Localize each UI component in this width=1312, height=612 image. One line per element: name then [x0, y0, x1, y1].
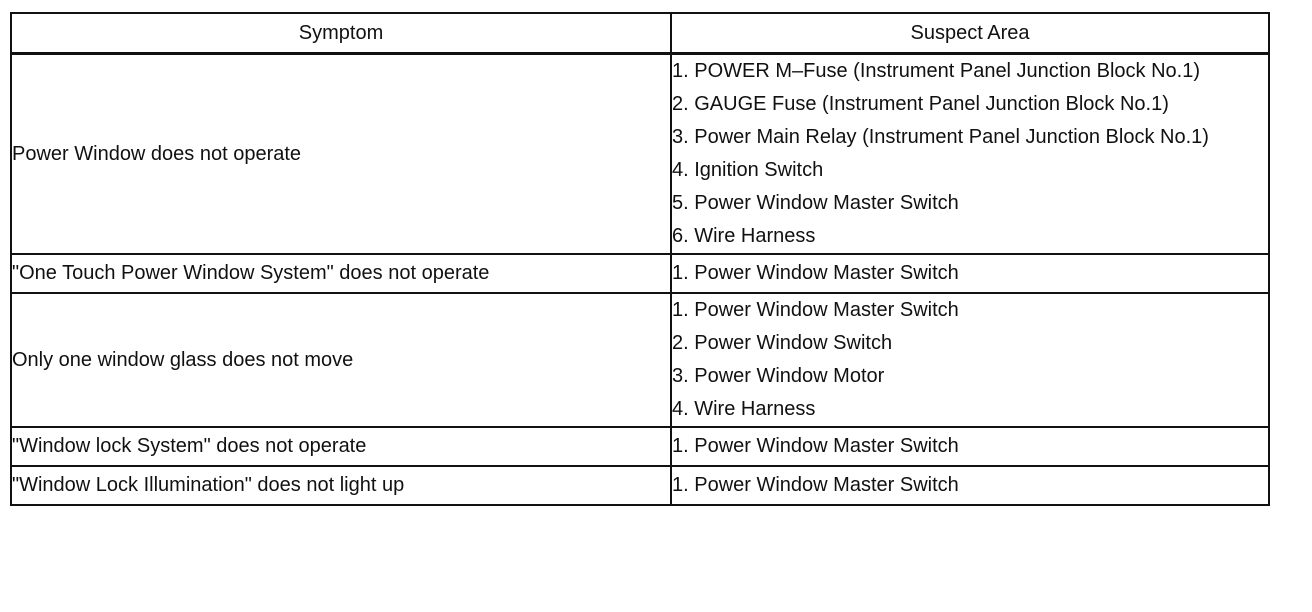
suspect-item: 5. Power Window Master Switch — [672, 192, 959, 214]
suspect-list — [672, 294, 1268, 426]
suspect-item: 4. Wire Harness — [672, 398, 816, 420]
suspect-item: 2. Power Window Switch — [672, 332, 893, 354]
suspect-area-column-header: Suspect Area — [671, 13, 1269, 54]
symptom-cell: "Window lock System" does not operate — [11, 427, 671, 466]
suspect-list — [672, 257, 1268, 290]
suspect-item: 3. Power Window Motor — [672, 365, 885, 387]
suspect-item: 1. Power Window Master Switch — [672, 474, 959, 496]
symptom-column-header: Symptom — [11, 13, 671, 54]
suspect-item: 1. Power Window Master Switch — [672, 435, 959, 457]
table-body — [11, 54, 1269, 506]
suspect-item: 1. Power Window Master Switch — [672, 299, 959, 321]
suspect-area-cell — [671, 427, 1269, 466]
suspect-item: 3. Power Main Relay (Instrument Panel Junction Block No.1) — [672, 126, 1209, 148]
suspect-area-cell — [671, 254, 1269, 293]
suspect-item: 4. Ignition Switch — [672, 159, 824, 181]
symptom-cell: "One Touch Power Window System" does not operate — [11, 254, 671, 293]
suspect-area-cell — [671, 293, 1269, 427]
suspect-area-cell — [671, 54, 1269, 255]
suspect-item: 2. GAUGE Fuse (Instrument Panel Junction Block No.1) — [672, 93, 1169, 115]
table-header — [11, 13, 1269, 54]
suspect-item: 1. POWER M–Fuse (Instrument Panel Junction Block No.1) — [672, 60, 1200, 82]
suspect-list — [672, 430, 1268, 463]
table-row — [11, 254, 1269, 293]
symptom-cell: "Window Lock Illumination" does not light up — [11, 466, 671, 505]
table-row — [11, 466, 1269, 505]
table-row — [11, 54, 1269, 255]
suspect-area-cell — [671, 466, 1269, 505]
troubleshooting-table — [10, 12, 1270, 506]
suspect-item: 1. Power Window Master Switch — [672, 262, 959, 284]
symptom-cell: Power Window does not operate — [11, 54, 671, 255]
symptom-cell: Only one window glass does not move — [11, 293, 671, 427]
suspect-list — [672, 55, 1268, 253]
suspect-list — [672, 469, 1268, 502]
table-row — [11, 293, 1269, 427]
header-row — [11, 13, 1269, 54]
table-row — [11, 427, 1269, 466]
suspect-item: 6. Wire Harness — [672, 225, 816, 247]
